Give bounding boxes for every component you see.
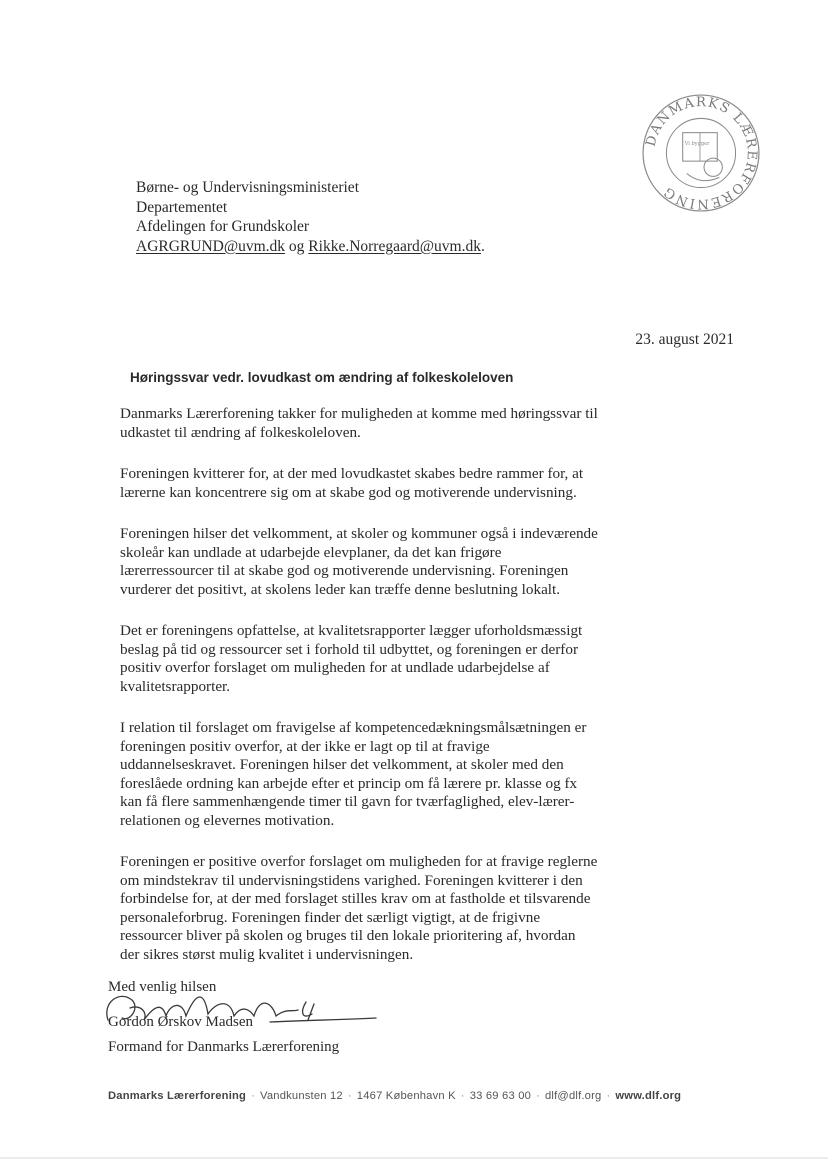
email-link-agrgrund[interactable]: AGRGRUND@uvm.dk bbox=[136, 237, 286, 255]
body-paragraph: Det er foreningens opfattelse, at kvalitetsrapporter lægger uforholdsmæssigt beslag på tid og ressourcer set i forhold til udbyttet, og foreningen er derfor positiv overfor forslaget om muligheden for at undlade udarbejdelse af kvalitetsrapporter. bbox=[120, 622, 583, 695]
seal-center-text: Vi bygger bbox=[684, 140, 710, 147]
danmarks-laererforening-seal-logo bbox=[640, 92, 762, 214]
addressee-department: Departementet bbox=[136, 198, 228, 216]
closing-block bbox=[108, 978, 339, 1057]
footer-separator: · bbox=[460, 1090, 465, 1102]
letter-body bbox=[120, 405, 598, 987]
svg-text:DANMARKS LÆRERFORENING bbox=[644, 95, 759, 211]
seal-ring-text: DANMARKS LÆRERFORENING bbox=[643, 95, 759, 211]
letter-subject: Høringssvar vedr. lovudkast om ændring af folkeskoleloven bbox=[130, 370, 514, 385]
footer-separator: · bbox=[347, 1090, 352, 1102]
scan-edge bbox=[0, 1157, 828, 1159]
addressee-block bbox=[136, 178, 485, 256]
footer-address: Vandkunsten 12 bbox=[260, 1090, 343, 1102]
footer-separator: · bbox=[606, 1090, 611, 1102]
email-end: . bbox=[480, 237, 485, 255]
footer-email[interactable]: dlf@dlf.org bbox=[544, 1090, 602, 1102]
addressee-division: Afdelingen for Grundskoler bbox=[136, 218, 310, 235]
footer-website[interactable]: www.dlf.org bbox=[615, 1090, 682, 1102]
addressee-emails bbox=[136, 237, 485, 257]
footer-separator: · bbox=[251, 1090, 256, 1102]
letter-footer bbox=[108, 1090, 681, 1102]
body-paragraph: Foreningen kvitterer for, at der med lovudkastet skabes bedre rammer for, at lærerne kan koncentrere sig om at skabe god og motiverende undervisning. bbox=[120, 465, 584, 501]
closing-greeting: Med venlig hilsen bbox=[108, 979, 217, 995]
signatory-name: Gordon Ørskov Madsen bbox=[108, 1014, 253, 1030]
email-link-rikke[interactable]: Rikke.Norregaard@uvm.dk bbox=[308, 237, 481, 255]
footer-separator: · bbox=[536, 1090, 540, 1102]
body-paragraph: I relation til forslaget om fravigelse af kompetencedækningsmålsætningen er foreningen positiv overfor, at der ikke er lagt op til at fravige uddannelseskravet. Foreningen hilser det velkomment, at skoler med den foreslåede ordning kan arbejde efter et princip om få lærere pr. klasse og fx kan få flere sammenhængende timer til gavn for tværfaglighed, elev-lærer-relationen og elevernes motivation. bbox=[120, 719, 587, 829]
footer-phone: 33 69 63 00 bbox=[469, 1090, 532, 1102]
addressee-ministry: Børne- og Undervisningsministeriet bbox=[136, 179, 359, 196]
footer-org: Danmarks Lærerforening bbox=[108, 1090, 247, 1102]
signatory-title: Formand for Danmarks Lærerforening bbox=[108, 1039, 340, 1055]
footer-city: 1467 København K bbox=[356, 1090, 456, 1102]
body-paragraph: Danmarks Lærerforening takker for muligheden at komme med høringssvar til udkastet til ændring af folkeskoleloven. bbox=[120, 405, 598, 441]
body-paragraph: Foreningen er positive overfor forslaget om muligheden for at fravige reglerne om mindstekrav til undervisningstidens varighed. Foreningen kvitterer i den forbindelse for, at der med forslaget stilles krav om at fastholde et tilsvarende personaleforbrug. Foreningen finder det særligt vigtigt, at de frigivne ressourcer bliver på skolen og bruges til den lokale prioritering af, hvordan der sikres størst mulig kvalitet i undervisningen. bbox=[120, 853, 598, 963]
body-paragraph: Foreningen hilser det velkomment, at skoler og kommuner også i indeværende skoleår kan undlade at udarbejde elevplaner, da det kan frigøre lærerressourcer til at skabe god og motiverende undervisning. Foreningen vurderer det positivt, at skolens leder kan træffe denne beslutning lokalt. bbox=[120, 525, 598, 598]
email-conjunction: og bbox=[285, 237, 309, 255]
letter-date: 23. august 2021 bbox=[635, 331, 734, 348]
